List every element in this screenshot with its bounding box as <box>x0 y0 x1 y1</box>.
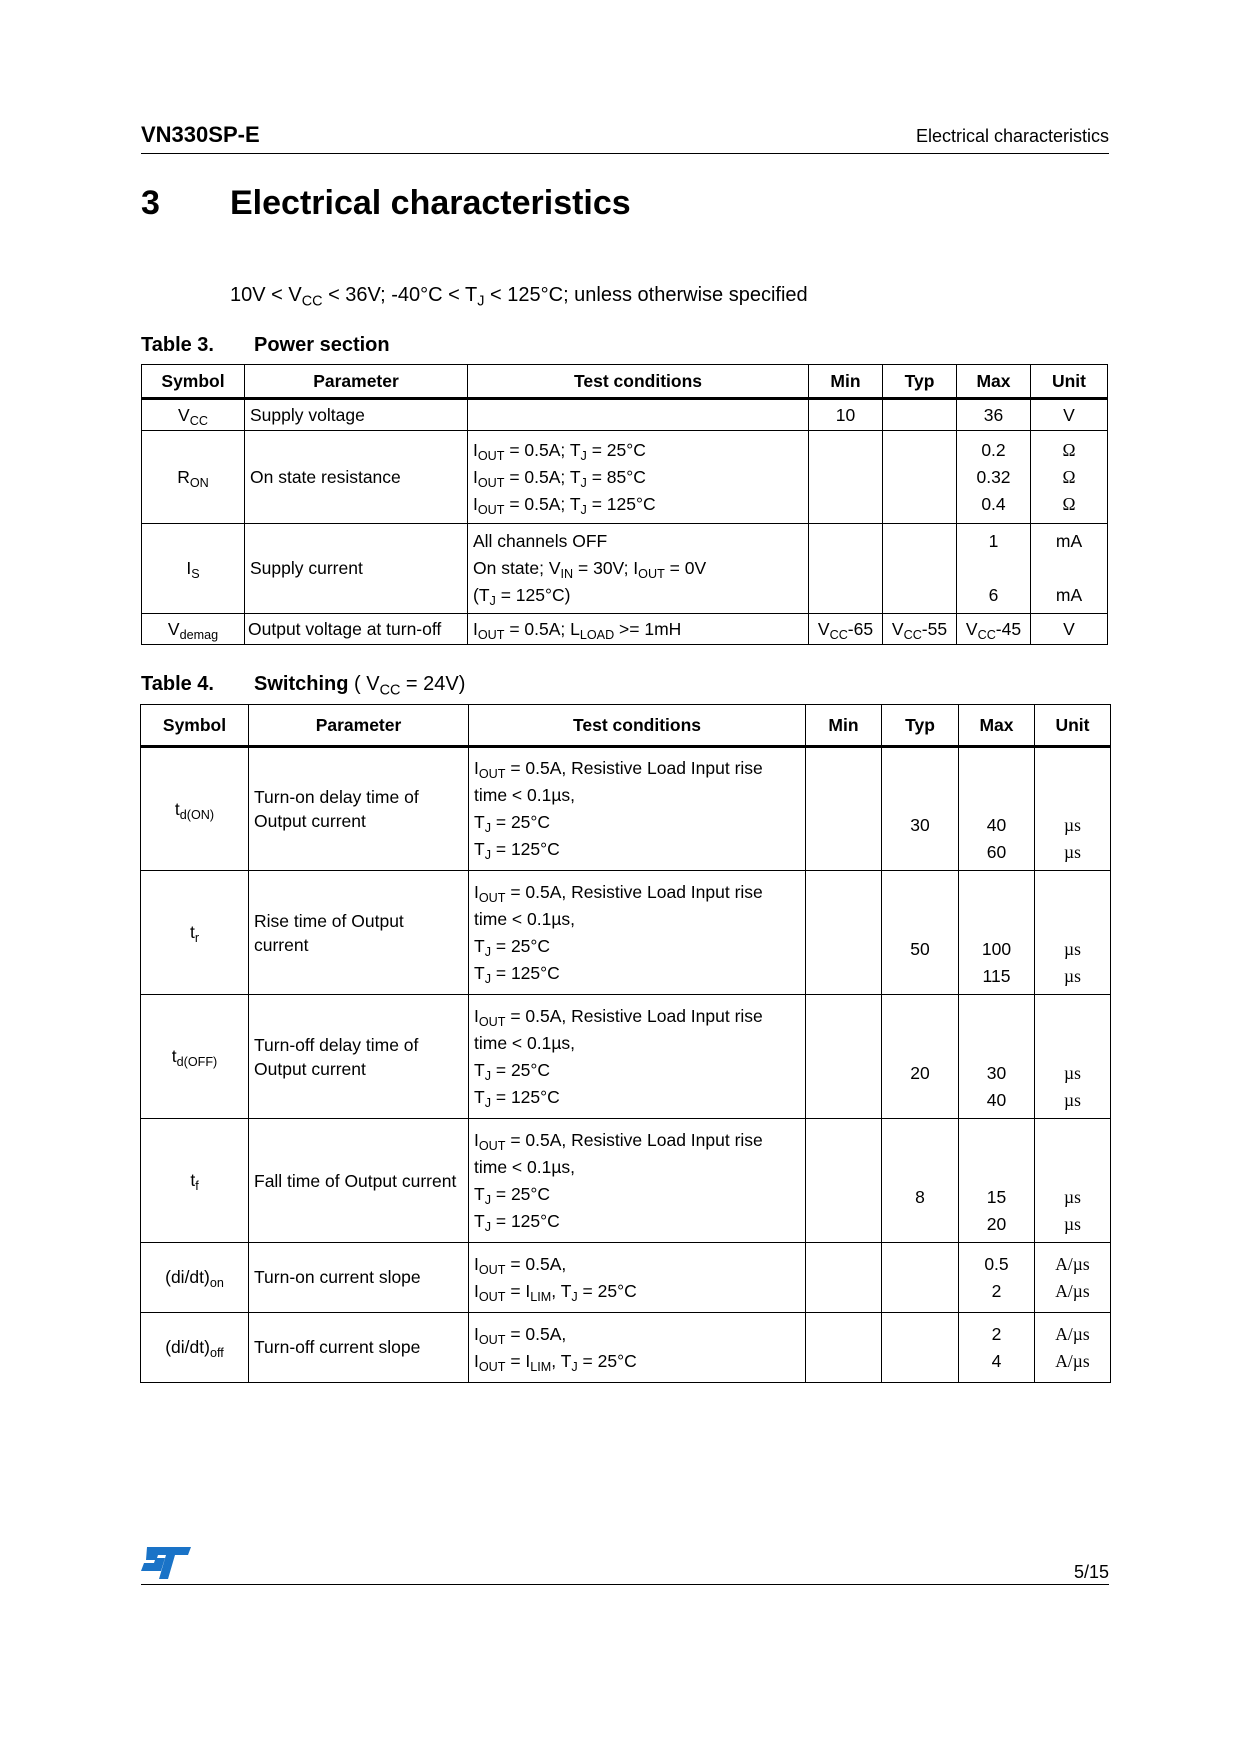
table3-caption <box>141 334 741 360</box>
table-row <box>141 995 1111 1119</box>
parameter-cell: Turn-on delay time of Output current <box>249 747 469 871</box>
table-row <box>141 1119 1111 1243</box>
parameter-cell: Turn-on current slope <box>249 1243 469 1313</box>
page-number: 5/15 <box>1073 1562 1109 1582</box>
parameter-cell: Fall time of Output current <box>249 1119 469 1243</box>
section-number: 3 <box>141 184 160 222</box>
symbol-cell: $(di/dt)_{on}$ <box>141 1243 249 1313</box>
typ-cell <box>882 1313 959 1383</box>
section-title: Electrical characteristics <box>230 184 631 222</box>
unit-cell: µs µs <box>1035 1119 1111 1243</box>
test-conditions-cell: $I_{OUT} = 0.5A$, Resistive Load Input rise time < 0.1µs, $T_J = 25^\circ C$ $T_J = 125^\circ C$ <box>469 995 806 1119</box>
table4-caption <box>141 673 841 701</box>
unit-cell: µs µs <box>1035 995 1111 1119</box>
unit-cell: V <box>1031 614 1108 645</box>
typ-cell <box>883 431 957 524</box>
parameter-cell: On state resistance <box>245 431 468 524</box>
min-cell <box>809 524 883 614</box>
table-row <box>141 747 1111 871</box>
col-header-test-conditions: Test conditions <box>469 705 806 747</box>
col-header-max: Max <box>957 365 1031 399</box>
test-conditions-cell: $I_{OUT} = 0.5A$; $T_J = 25^\circ C$ $I_{OUT} = 0.5A$; $T_J = 85^\circ C$ $I_{OUT} = 0.5A$; $T_J = 125^\circ C$ <box>468 431 809 524</box>
symbol-cell: $t_r$ <box>141 871 249 995</box>
operating-conditions: $10V < V_{CC} < 36V$; $-40^\circ C < T_J < 125^\circ C$; unless otherwise specified <box>230 284 808 310</box>
unit-cell: Ω Ω Ω <box>1031 431 1108 524</box>
min-cell <box>806 871 882 995</box>
header-rule <box>141 153 1109 154</box>
col-header-max: Max <box>959 705 1035 747</box>
max-cell: $V_{CC}-45$ <box>957 614 1031 645</box>
unit-cell: A/µs A/µs <box>1035 1243 1111 1313</box>
max-cell: 0.5 2 <box>959 1243 1035 1313</box>
col-header-min: Min <box>809 365 883 399</box>
symbol-cell: $t_{d(ON)}$ <box>141 747 249 871</box>
table4-title: Switching ( $V_{CC} = 24V$) <box>254 673 466 699</box>
typ-cell <box>883 399 957 431</box>
table-row <box>142 399 1108 431</box>
table4-label: Table 4. <box>141 673 214 695</box>
unit-cell: A/µs A/µs <box>1035 1313 1111 1383</box>
min-cell <box>809 431 883 524</box>
typ-cell: 20 <box>882 995 959 1119</box>
power-section-table <box>141 364 1108 645</box>
header-section-name: Electrical characteristics <box>915 126 1109 146</box>
unit-cell: µs µs <box>1035 747 1111 871</box>
typ-cell: 50 <box>882 871 959 995</box>
col-header-typ: Typ <box>882 705 959 747</box>
min-cell <box>806 1313 882 1383</box>
table-row <box>141 1243 1111 1313</box>
max-cell: 36 <box>957 399 1031 431</box>
max-cell: 15 20 <box>959 1119 1035 1243</box>
typ-cell: $V_{CC}-55$ <box>883 614 957 645</box>
parameter-cell: Turn-off delay time of Output current <box>249 995 469 1119</box>
table-row <box>142 614 1108 645</box>
min-cell <box>806 995 882 1119</box>
max-cell: 100 115 <box>959 871 1035 995</box>
test-conditions-cell: $I_{OUT} = 0.5A$, $I_{OUT} = I_{LIM}$, $T_J = 25^\circ C$ <box>469 1313 806 1383</box>
test-conditions-cell: $I_{OUT} = 0.5A$, Resistive Load Input rise time < 0.1µs, $T_J = 25^\circ C$ $T_J = 125^\circ C$ <box>469 1119 806 1243</box>
max-cell: 2 4 <box>959 1313 1035 1383</box>
st-logo-icon <box>141 1547 191 1579</box>
parameter-cell: Rise time of Output current <box>249 871 469 995</box>
col-header-symbol: Symbol <box>141 705 249 747</box>
test-conditions-cell: $I_{OUT} = 0.5A$, Resistive Load Input rise time < 0.1µs, $T_J = 25^\circ C$ $T_J = 125^\circ C$ <box>469 871 806 995</box>
st-logo <box>141 1547 191 1584</box>
max-cell: 0.2 0.32 0.4 <box>957 431 1031 524</box>
test-conditions-cell: $I_{OUT} = 0.5A$, Resistive Load Input rise time < 0.1µs, $T_J = 25^\circ C$ $T_J = 125^\circ C$ <box>469 747 806 871</box>
table3-header-row <box>142 365 1108 399</box>
col-header-parameter: Parameter <box>245 365 468 399</box>
col-header-parameter: Parameter <box>249 705 469 747</box>
symbol-cell: $(di/dt)_{off}$ <box>141 1313 249 1383</box>
typ-cell: 30 <box>882 747 959 871</box>
table-row <box>142 431 1108 524</box>
table3-title: Power section <box>254 334 390 356</box>
parameter-cell: Supply current <box>245 524 468 614</box>
max-cell: 1 6 <box>957 524 1031 614</box>
test-conditions-cell <box>468 399 809 431</box>
min-cell <box>806 1243 882 1313</box>
parameter-cell: Output voltage at turn-off <box>245 614 468 645</box>
min-cell <box>806 1119 882 1243</box>
min-cell: 10 <box>809 399 883 431</box>
symbol-cell: $V_{demag}$ <box>142 614 245 645</box>
symbol-cell: $I_S$ <box>142 524 245 614</box>
min-cell: $V_{CC}-65$ <box>809 614 883 645</box>
col-header-unit: Unit <box>1031 365 1108 399</box>
parameter-cell: Turn-off current slope <box>249 1313 469 1383</box>
symbol-cell: $t_f$ <box>141 1119 249 1243</box>
table-row <box>141 1313 1111 1383</box>
typ-cell <box>883 524 957 614</box>
test-conditions-cell: $I_{OUT} = 0.5A$, $I_{OUT} = I_{LIM}$, $T_J = 25^\circ C$ <box>469 1243 806 1313</box>
typ-cell <box>882 1243 959 1313</box>
typ-cell: 8 <box>882 1119 959 1243</box>
table-row <box>141 871 1111 995</box>
unit-cell: µs µs <box>1035 871 1111 995</box>
test-conditions-cell: All channels OFF On state; $V_{IN} = 30V$; $I_{OUT} = 0V$ $(T_J = 125^\circ C)$ <box>468 524 809 614</box>
symbol-cell: $R_{ON}$ <box>142 431 245 524</box>
max-cell: 40 60 <box>959 747 1035 871</box>
switching-table <box>140 704 1111 1383</box>
parameter-cell: Supply voltage <box>245 399 468 431</box>
document-id: VN330SP-E <box>141 122 260 147</box>
symbol-cell: $V_{CC}$ <box>142 399 245 431</box>
logo-shape <box>141 1547 191 1579</box>
test-conditions-cell: $I_{OUT} = 0.5A$; $L_{LOAD} >= 1mH$ <box>468 614 809 645</box>
table-row <box>142 524 1108 614</box>
unit-cell: mA mA <box>1031 524 1108 614</box>
unit-cell: V <box>1031 399 1108 431</box>
min-cell <box>806 747 882 871</box>
col-header-test-conditions: Test conditions <box>468 365 809 399</box>
col-header-typ: Typ <box>883 365 957 399</box>
footer-rule <box>141 1584 1109 1585</box>
col-header-symbol: Symbol <box>142 365 245 399</box>
max-cell: 30 40 <box>959 995 1035 1119</box>
table3-label: Table 3. <box>141 334 214 356</box>
col-header-unit: Unit <box>1035 705 1111 747</box>
symbol-cell: $t_{d(OFF)}$ <box>141 995 249 1119</box>
col-header-min: Min <box>806 705 882 747</box>
table4-header-row <box>141 705 1111 747</box>
